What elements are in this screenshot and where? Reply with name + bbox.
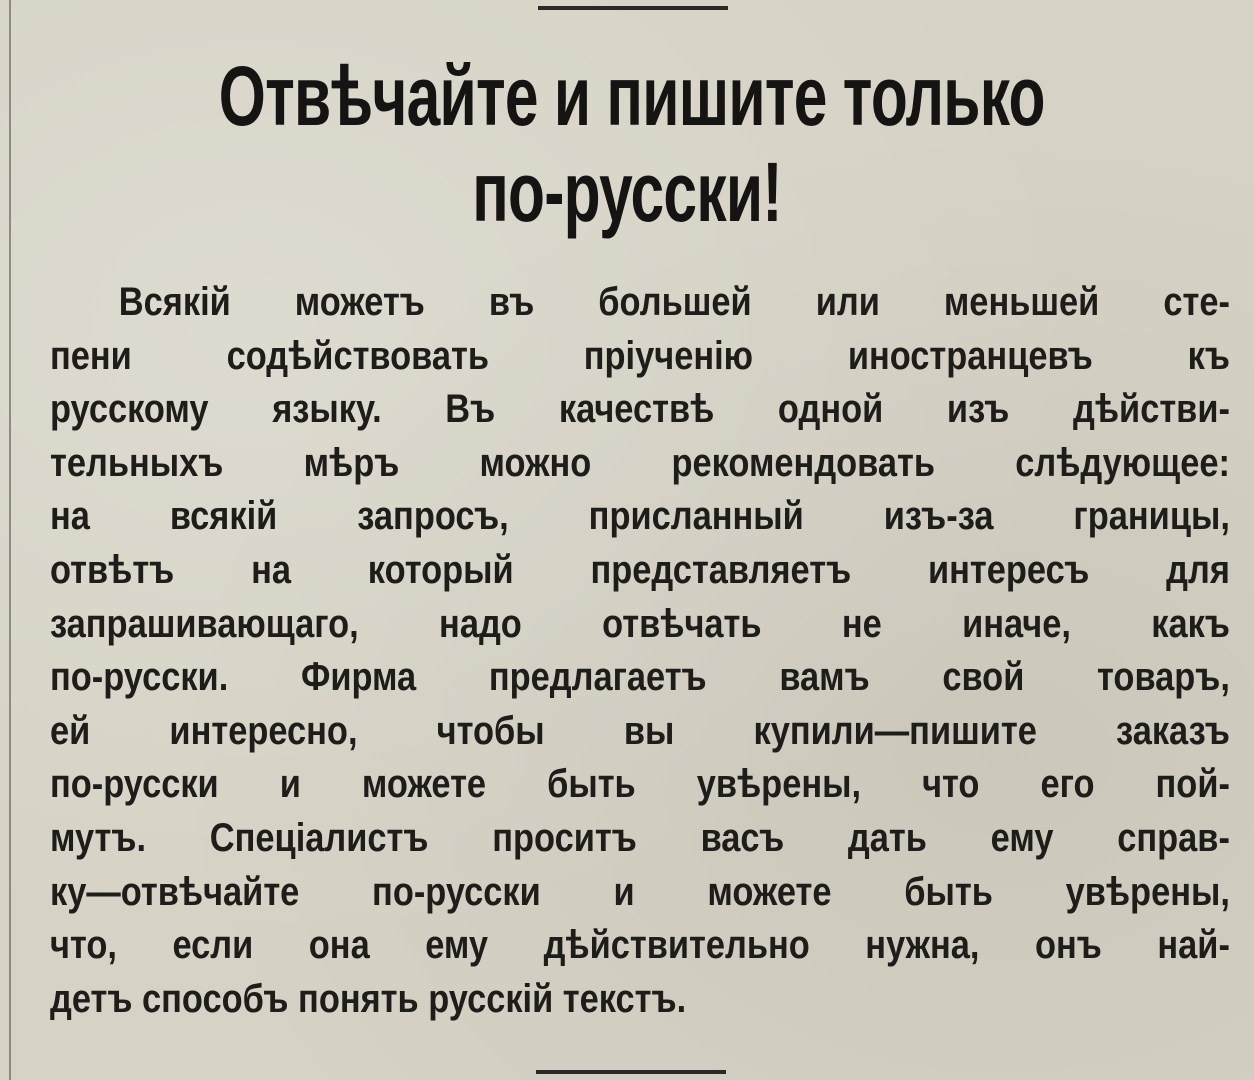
body-line: по-русски. Фирма предлагаетъ вамъ свой товаръ, [50,655,1230,700]
article-body [50,276,1230,1026]
body-line: запрашивающаго, надо отвѣчать не иначе, какъ [50,601,1230,646]
top-rule [538,6,728,10]
body-line: Всякій можетъ въ большей или меньшей сте- [118,280,1230,324]
body-line: детъ способъ понять русскій текстъ. [50,976,687,1021]
body-line: по-русски и можете быть увѣрены, что его пой- [50,762,1230,807]
body-line: на всякій запросъ, присланный изъ-за границы, [50,494,1230,539]
headline-line-1: Отвѣчайте и пишите только [218,49,1045,143]
bottom-rule [536,1070,726,1074]
article-headline [218,48,1045,240]
body-line: русскому языку. Въ качествѣ одной изъ дѣйстви- [50,387,1230,432]
body-line: отвѣтъ на который представляетъ интересъ для [50,547,1230,592]
body-line: тельныхъ мѣръ можно рекомендовать слѣдующее: [50,440,1230,485]
body-line: пени содѣйствовать пріученію иностранцевъ къ [50,333,1230,378]
body-line: что, если она ему дѣйствительно нужна, онъ най- [50,923,1230,968]
body-line: ей интересно, чтобы вы купили—пишите заказъ [50,708,1230,753]
body-line: мутъ. Спеціалистъ проситъ васъ дать ему справ- [50,815,1230,860]
column-divider [9,0,11,1080]
headline-line-2: по-русски! [472,145,782,239]
body-line: ку—отвѣчайте по-русски и можете быть увѣрены, [50,869,1230,914]
